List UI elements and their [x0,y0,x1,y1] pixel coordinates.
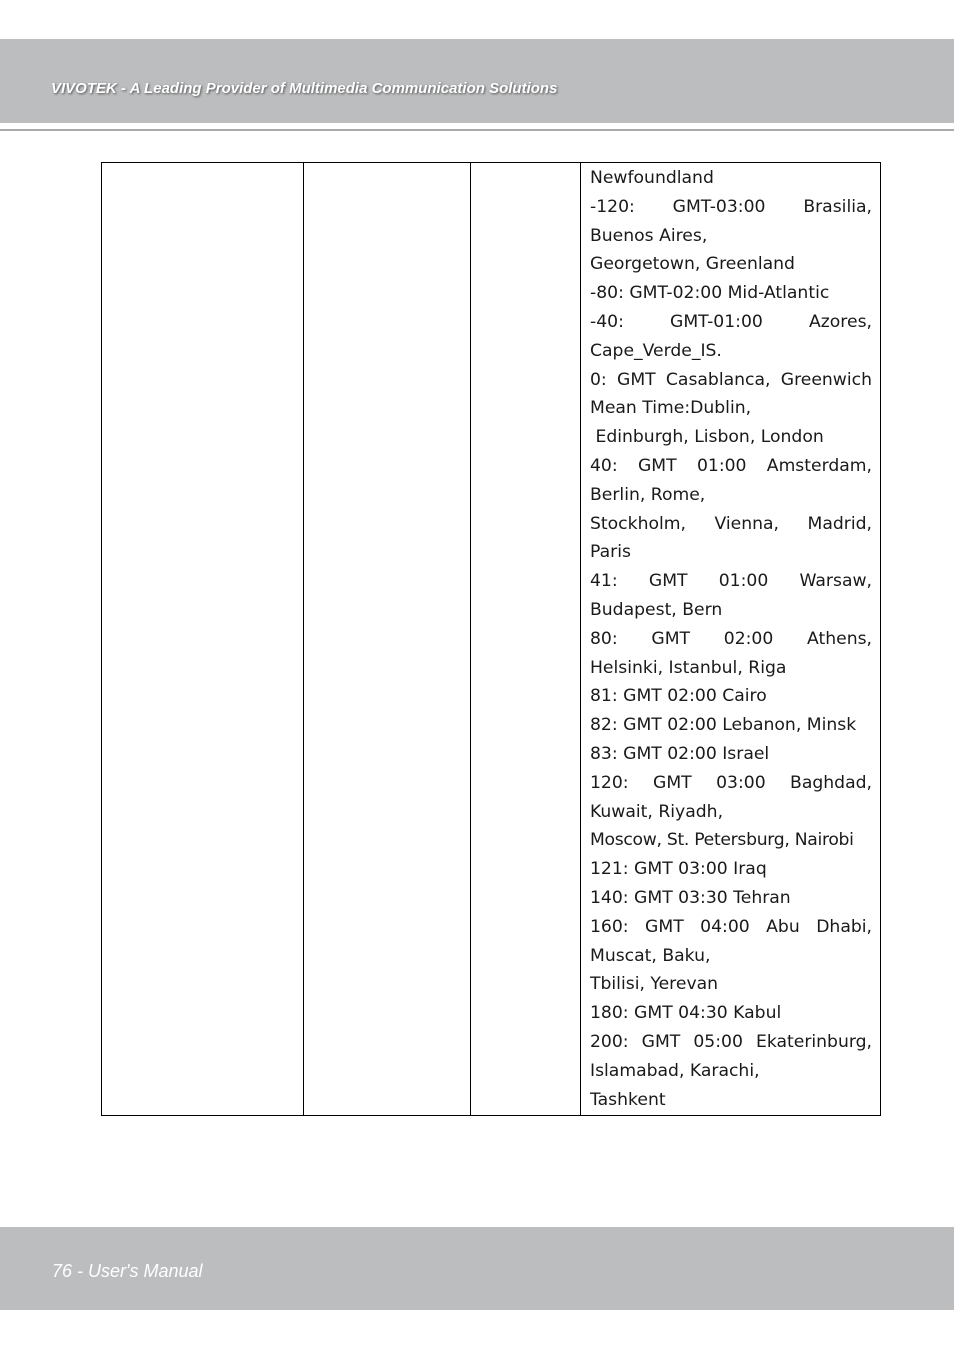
timezone-line: Georgetown, Greenland [590,254,795,275]
timezone-line: Paris [590,542,631,563]
timezone-line: Cape_Verde_IS. [590,340,722,361]
timezone-line: Edinburgh, Lisbon, London [590,427,824,448]
timezone-line: 120: GMT 03:00 Baghdad, [590,772,872,793]
timezone-line: Moscow, St. Petersburg, Nairobi [590,830,854,851]
timezone-line: Budapest, Bern [590,599,723,620]
header-title: VIVOTEK - A Leading Provider of Multimedia Communication Solutions [51,80,558,97]
timezone-line: 121: GMT 03:00 Iraq [590,859,767,880]
timezone-line: Muscat, Baku, [590,945,711,966]
timezone-line: 82: GMT 02:00 Lebanon, Minsk [590,715,857,736]
timezone-line: 83: GMT 02:00 Israel [590,743,770,764]
timezone-line: -80: GMT-02:00 Mid-Atlantic [590,283,830,304]
timezone-table [101,162,881,1116]
table-column-divider [580,163,581,1115]
header-divider [0,129,954,131]
table-column-divider [303,163,304,1115]
timezone-line: -120: GMT-03:00 Brasilia, [590,196,872,217]
table-column-divider [470,163,471,1115]
timezone-line: 180: GMT 04:30 Kabul [590,1003,782,1024]
page-number-label: 76 - User's Manual [52,1261,203,1281]
timezone-line: 160: GMT 04:00 Abu Dhabi, [590,916,872,937]
timezone-line: Stockholm, Vienna, Madrid, [590,513,872,534]
timezone-list-cell [590,164,872,1114]
timezone-line: Islamabad, Karachi, [590,1060,760,1081]
timezone-line: Tbilisi, Yerevan [590,974,719,995]
timezone-line: Mean Time:Dublin, [590,398,752,419]
timezone-line: -40: GMT-01:00 Azores, [590,311,872,332]
timezone-line: 0: GMT Casablanca, Greenwich [590,369,872,390]
timezone-line: Helsinki, Istanbul, Riga [590,657,787,678]
timezone-line: Kuwait, Riyadh, [590,801,724,822]
timezone-line: Berlin, Rome, [590,484,706,505]
timezone-line: 81: GMT 02:00 Cairo [590,686,767,707]
timezone-line: 41: GMT 01:00 Warsaw, [590,571,872,592]
timezone-line: 140: GMT 03:30 Tehran [590,887,791,908]
timezone-line: Tashkent [590,1089,666,1110]
timezone-line: Newfoundland [590,168,714,188]
timezone-line: 80: GMT 02:00 Athens, [590,628,872,649]
timezone-line: 40: GMT 01:00 Amsterdam, [590,455,872,476]
timezone-line: Buenos Aires, [590,225,708,246]
timezone-line: 200: GMT 05:00 Ekaterinburg, [590,1031,872,1052]
